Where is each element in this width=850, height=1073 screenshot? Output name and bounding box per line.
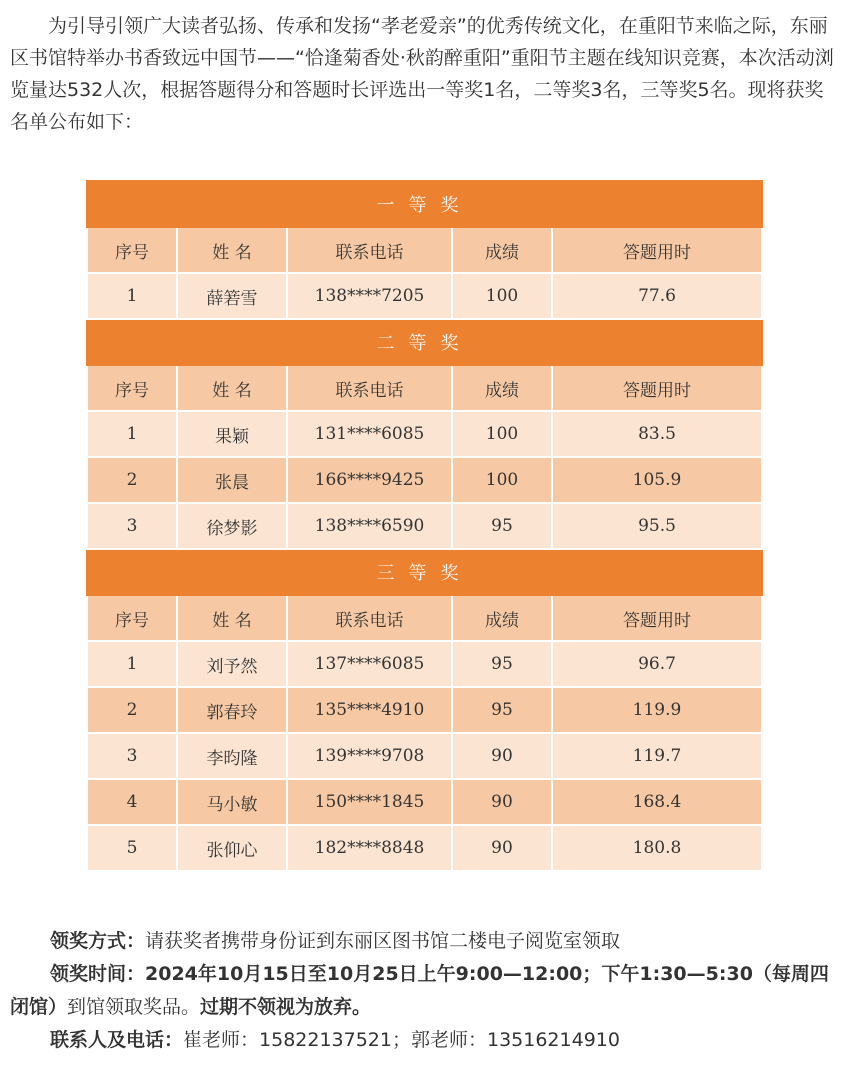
table-cell: 2 bbox=[87, 687, 177, 733]
intro-paragraph: 为引导引领广大读者弘扬、传承和发扬“孝老爱亲”的优秀传统文化，在重阳节来临之际，东丽区书馆特举办书香致远中国节——“恰逢菊香处·秋韵醉重阳”重阳节主题在线知识竞赛，本次活动浏览量达532人次，根据答题得分和答题时长评选出一等奖1名，二等奖3名，三等奖5名。现将获奖名单公布如下： bbox=[10, 15, 834, 133]
table-cell: 131****6085 bbox=[287, 411, 452, 457]
award-time-end: 过期不领视为放弃。 bbox=[200, 996, 372, 1018]
table-cell: 166****9425 bbox=[287, 457, 452, 503]
column-header: 成绩 bbox=[452, 595, 552, 641]
table-cell: 138****6590 bbox=[287, 503, 452, 549]
column-header: 序号 bbox=[87, 365, 177, 411]
table-cell: 张仰心 bbox=[177, 825, 287, 871]
table-cell: 3 bbox=[87, 503, 177, 549]
prize-title: 二等奖 bbox=[87, 319, 762, 365]
column-header: 成绩 bbox=[452, 227, 552, 273]
column-header: 联系电话 bbox=[287, 595, 452, 641]
table-cell: 薛箬雪 bbox=[177, 273, 287, 319]
table-cell: 90 bbox=[452, 779, 552, 825]
table-row bbox=[87, 411, 762, 457]
table-row bbox=[87, 779, 762, 825]
award-time-text: 2024年10月15日至10月25日上午9:00—12:00；下午1:30—5:30（每周四闭馆） bbox=[10, 963, 829, 1018]
table-row bbox=[87, 825, 762, 871]
prize-header-row bbox=[87, 549, 762, 595]
column-header: 姓 名 bbox=[177, 227, 287, 273]
table-cell: 168.4 bbox=[552, 779, 762, 825]
table-cell: 马小敏 bbox=[177, 779, 287, 825]
column-header: 姓 名 bbox=[177, 595, 287, 641]
table-cell: 3 bbox=[87, 733, 177, 779]
table-row bbox=[87, 457, 762, 503]
table-cell: 137****6085 bbox=[287, 641, 452, 687]
table-cell: 张晨 bbox=[177, 457, 287, 503]
table-cell: 李昀隆 bbox=[177, 733, 287, 779]
table-cell: 119.9 bbox=[552, 687, 762, 733]
table-cell: 96.7 bbox=[552, 641, 762, 687]
table-cell: 95 bbox=[452, 503, 552, 549]
prize-header-row bbox=[87, 319, 762, 365]
table-cell: 刘予然 bbox=[177, 641, 287, 687]
column-header: 姓 名 bbox=[177, 365, 287, 411]
contact-text: 崔老师：15822137521；郭老师：13516214910 bbox=[183, 1029, 620, 1051]
column-header: 答题用时 bbox=[552, 365, 762, 411]
prize-title: 一等奖 bbox=[87, 181, 762, 227]
prize-title: 三等奖 bbox=[87, 549, 762, 595]
table-cell: 180.8 bbox=[552, 825, 762, 871]
award-method-text: 请获奖者携带身份证到东丽区图书馆二楼电子阅览室领取 bbox=[145, 930, 621, 952]
award-method-line bbox=[10, 925, 840, 958]
column-header: 联系电话 bbox=[287, 365, 452, 411]
contact-line bbox=[10, 1024, 840, 1057]
table-cell: 77.6 bbox=[552, 273, 762, 319]
column-header-row bbox=[87, 227, 762, 273]
table-cell: 90 bbox=[452, 825, 552, 871]
table-cell: 138****7205 bbox=[287, 273, 452, 319]
winners-table bbox=[86, 180, 763, 872]
column-header-row bbox=[87, 365, 762, 411]
table-cell: 95.5 bbox=[552, 503, 762, 549]
award-time-line bbox=[10, 958, 840, 1024]
column-header: 成绩 bbox=[452, 365, 552, 411]
column-header-row bbox=[87, 595, 762, 641]
table-cell: 119.7 bbox=[552, 733, 762, 779]
table-cell: 95 bbox=[452, 641, 552, 687]
table-cell: 果颖 bbox=[177, 411, 287, 457]
award-info bbox=[10, 925, 840, 1057]
table-cell: 150****1845 bbox=[287, 779, 452, 825]
table-cell: 徐梦影 bbox=[177, 503, 287, 549]
table-cell: 100 bbox=[452, 273, 552, 319]
table-cell: 1 bbox=[87, 411, 177, 457]
winners-table-container bbox=[86, 180, 761, 872]
table-cell: 1 bbox=[87, 641, 177, 687]
table-row bbox=[87, 733, 762, 779]
table-row bbox=[87, 273, 762, 319]
column-header: 答题用时 bbox=[552, 595, 762, 641]
table-cell: 1 bbox=[87, 273, 177, 319]
column-header: 序号 bbox=[87, 595, 177, 641]
table-cell: 100 bbox=[452, 411, 552, 457]
winners-table-body bbox=[87, 181, 762, 871]
column-header: 序号 bbox=[87, 227, 177, 273]
table-cell: 139****9708 bbox=[287, 733, 452, 779]
contact-label: 联系人及电话： bbox=[50, 1029, 184, 1051]
prize-header-row bbox=[87, 181, 762, 227]
table-cell: 4 bbox=[87, 779, 177, 825]
table-cell: 105.9 bbox=[552, 457, 762, 503]
award-time-label: 领奖时间： bbox=[50, 963, 146, 985]
table-cell: 郭春玲 bbox=[177, 687, 287, 733]
column-header: 答题用时 bbox=[552, 227, 762, 273]
award-method-label: 领奖方式： bbox=[50, 930, 146, 952]
table-cell: 182****8848 bbox=[287, 825, 452, 871]
table-row bbox=[87, 641, 762, 687]
table-cell: 5 bbox=[87, 825, 177, 871]
table-cell: 83.5 bbox=[552, 411, 762, 457]
table-cell: 100 bbox=[452, 457, 552, 503]
table-cell: 135****4910 bbox=[287, 687, 452, 733]
award-time-mid: 到馆领取奖品。 bbox=[67, 996, 201, 1018]
table-row bbox=[87, 687, 762, 733]
column-header: 联系电话 bbox=[287, 227, 452, 273]
table-cell: 2 bbox=[87, 457, 177, 503]
table-cell: 90 bbox=[452, 733, 552, 779]
table-row bbox=[87, 503, 762, 549]
table-cell: 95 bbox=[452, 687, 552, 733]
